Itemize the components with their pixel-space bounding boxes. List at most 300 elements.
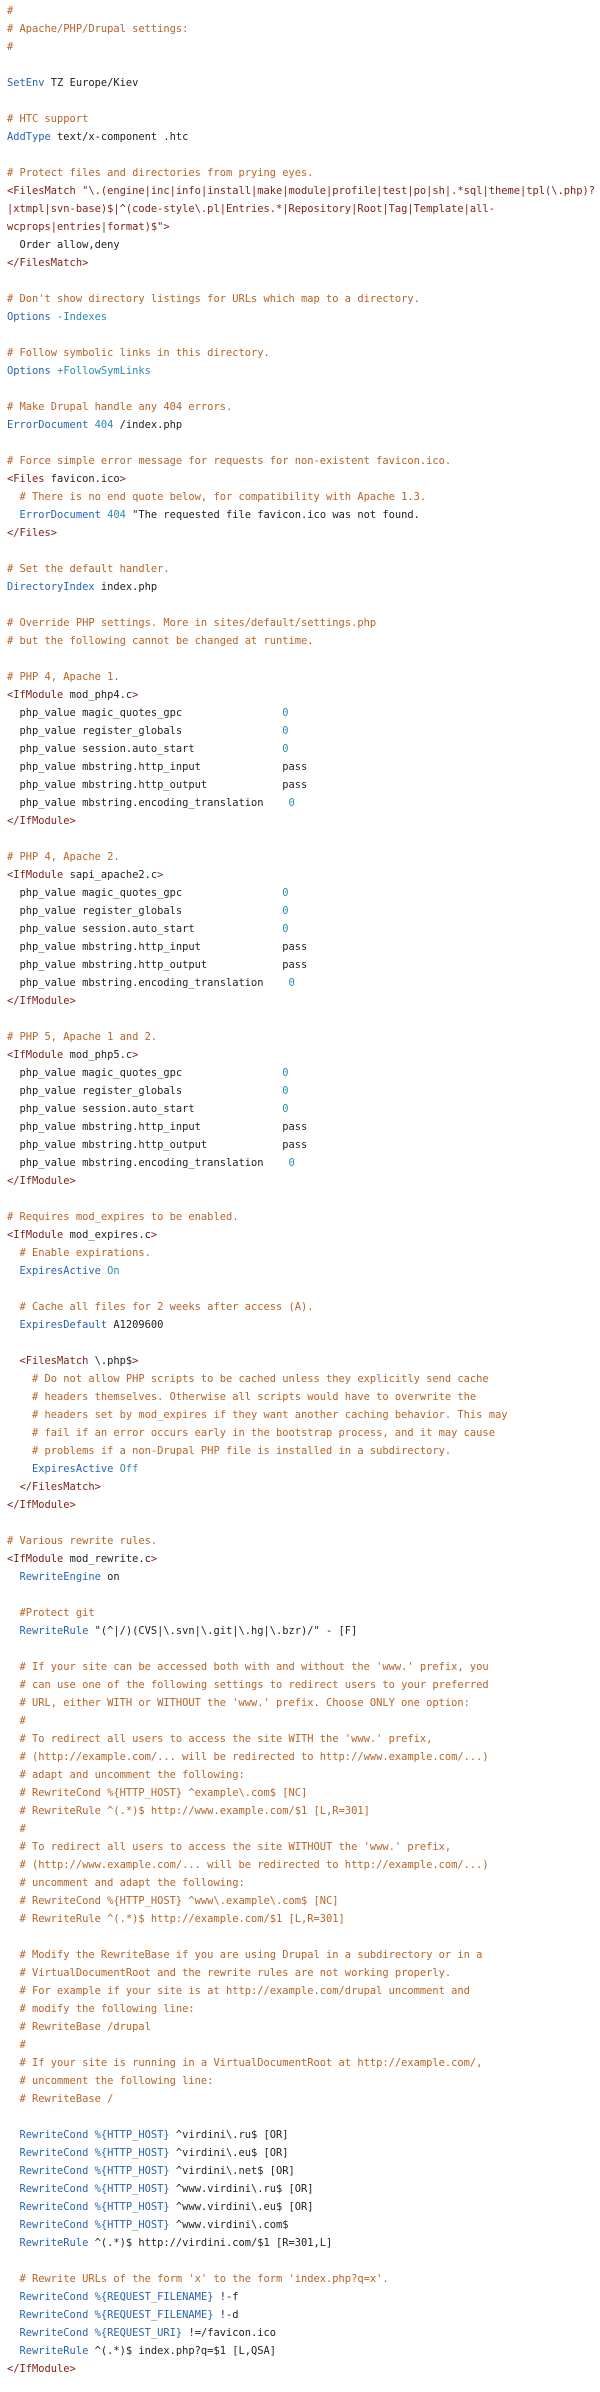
code-line <box>7 1514 600 1532</box>
code-line <box>7 110 600 128</box>
code-token: ExpiresActive <box>7 1265 101 1277</box>
code-line <box>7 272 600 290</box>
code-token: <IfModule <box>7 1553 64 1565</box>
code-token: php_value magic_quotes_gpc <box>7 707 283 719</box>
code-token: > <box>150 1229 158 1241</box>
code-token: RewriteRule <box>7 1625 89 1637</box>
code-line <box>7 1154 600 1172</box>
code-token: %{HTTP_HOST} <box>94 2147 170 2159</box>
code-token: %{REQUEST_URI} <box>94 2327 183 2339</box>
code-line <box>7 2108 600 2126</box>
code-token: php_value session.auto_start <box>7 1103 283 1115</box>
code-token: php_value mbstring.http_output pass <box>7 959 308 971</box>
code-token: <IfModule <box>7 1049 64 1061</box>
code-line <box>7 1046 600 1064</box>
code-line <box>7 182 600 200</box>
code-line <box>7 1370 600 1388</box>
code-line <box>7 1496 600 1514</box>
code-token: # PHP 5, Apache 1 and 2. <box>7 1031 158 1043</box>
code-token: \.php$ <box>88 1355 133 1367</box>
code-token: RewriteRule <box>7 2345 89 2357</box>
code-token: > <box>163 221 170 233</box>
code-token: # headers themselves. Otherwise all scripts would have to overwrite the <box>7 1391 477 1403</box>
code-token: Order allow,deny <box>7 239 120 251</box>
code-token: 0 <box>282 1085 289 1097</box>
code-token: 404 <box>94 419 114 431</box>
code-token: # Set the default handler. <box>7 563 170 575</box>
code-line <box>7 1388 600 1406</box>
code-token: !=/favicon.ico <box>182 2327 277 2339</box>
code-line <box>7 452 600 470</box>
code-token: # <box>7 41 14 53</box>
code-token: # Enable expirations. <box>7 1247 151 1259</box>
code-token: </IfModule> <box>7 995 76 1007</box>
code-token: ErrorDocument <box>7 419 89 431</box>
code-token: # RewriteCond %{HTTP_HOST} ^www\.example\.com$ [NC] <box>7 1895 339 1907</box>
code-line <box>7 560 600 578</box>
code-token: mod_php4.c <box>63 689 133 701</box>
code-token: php_value session.auto_start <box>7 743 283 755</box>
code-line <box>7 344 600 362</box>
code-token: 0 <box>288 977 295 989</box>
code-line <box>7 578 600 596</box>
code-token: </Files> <box>7 527 58 539</box>
code-line <box>7 200 600 218</box>
code-line <box>7 758 600 776</box>
code-line <box>7 1028 600 1046</box>
code-token: RewriteCond <box>7 2183 89 2195</box>
code-token: # To redirect all users to access the site WITH the 'www.' prefix, <box>7 1733 433 1745</box>
code-token: %{REQUEST_FILENAME} <box>94 2309 214 2321</box>
code-token: php_value magic_quotes_gpc <box>7 1067 283 1079</box>
code-token: 0 <box>282 707 289 719</box>
code-token: php_value mbstring.http_output pass <box>7 1139 308 1151</box>
code-token: mod_rewrite.c <box>63 1553 151 1565</box>
code-line <box>7 1172 600 1190</box>
code-token: ExpiresDefault <box>7 1319 108 1331</box>
code-token: php_value register_globals <box>7 1085 283 1097</box>
code-token: +FollowSymLinks <box>57 365 151 377</box>
code-line <box>7 1892 600 1910</box>
code-line <box>7 1910 600 1928</box>
code-line <box>7 2306 600 2324</box>
code-line <box>7 920 600 938</box>
code-token: RewriteRule <box>7 2237 89 2249</box>
code-token: 0 <box>282 923 289 935</box>
code-line <box>7 542 600 560</box>
code-token: mod_php5.c <box>63 1049 133 1061</box>
code-token: # URL, either WITH or WITHOUT the 'www.' prefix. Choose ONLY one option: <box>7 1697 470 1709</box>
code-line <box>7 794 600 812</box>
code-token: "(^|/)(CVS|\.svn|\.git|\.hg|\.bzr)/" - [F] <box>88 1625 358 1637</box>
code-token: 0 <box>282 1103 289 1115</box>
code-token: TZ Europe/Kiev <box>44 77 139 89</box>
code-line <box>7 1676 600 1694</box>
code-token: <IfModule <box>7 869 64 881</box>
code-token: 404 <box>107 509 126 521</box>
code-token: %{HTTP_HOST} <box>94 2165 170 2177</box>
code-token: RewriteCond <box>7 2291 89 2303</box>
code-line <box>7 1262 600 1280</box>
code-token: wcprops|entries|format)$" <box>7 221 164 233</box>
code-token: # VirtualDocumentRoot and the rewrite rules are not working properly. <box>7 1967 452 1979</box>
code-token: # Modify the RewriteBase if you are using Drupal in a subdirectory or in a <box>7 1949 483 1961</box>
code-token: RewriteCond <box>7 2165 89 2177</box>
code-token: RewriteCond <box>7 2201 89 2213</box>
code-token: /index.php <box>113 419 183 431</box>
code-line <box>7 1226 600 1244</box>
code-token: 0 <box>282 725 289 737</box>
code-line <box>7 488 600 506</box>
code-line <box>7 2 600 20</box>
code-line <box>7 866 600 884</box>
code-token: # (http://www.example.com/... will be redirected to http://example.com/...) <box>7 1859 489 1871</box>
code-line <box>7 416 600 434</box>
code-line <box>7 1730 600 1748</box>
code-token: sapi_apache2.c <box>63 869 158 881</box>
code-token: index.php <box>94 581 158 593</box>
code-token: ^virdini\.eu$ [OR] <box>169 2147 289 2159</box>
code-token: 0 <box>282 905 289 917</box>
code-token: 0 <box>288 797 295 809</box>
code-line <box>7 1964 600 1982</box>
code-token: # problems if a non-Drupal PHP file is installed in a subdirectory. <box>7 1445 452 1457</box>
code-line <box>7 308 600 326</box>
code-line <box>7 1784 600 1802</box>
code-token: mod_expires.c <box>63 1229 151 1241</box>
code-line <box>7 830 600 848</box>
code-token: # uncomment and adapt the following: <box>7 1877 245 1889</box>
code-token: php_value mbstring.http_input pass <box>7 1121 308 1133</box>
code-token: </FilesMatch> <box>7 257 89 269</box>
code-line <box>7 1280 600 1298</box>
code-line <box>7 1658 600 1676</box>
code-token: php_value session.auto_start <box>7 923 283 935</box>
code-line <box>7 884 600 902</box>
code-token: > <box>119 473 126 485</box>
code-token: ErrorDocument <box>7 509 101 521</box>
code-token: Off <box>119 1463 139 1475</box>
code-line <box>7 2252 600 2270</box>
code-token: php_value mbstring.encoding_translation <box>7 1157 289 1169</box>
code-line <box>7 596 600 614</box>
code-line <box>7 2036 600 2054</box>
code-line <box>7 380 600 398</box>
code-line <box>7 1748 600 1766</box>
code-token: # <box>7 2039 26 2051</box>
code-token: Options <box>7 365 51 377</box>
code-token: SetEnv <box>7 77 45 89</box>
code-line <box>7 1766 600 1784</box>
code-token: # <box>7 1715 26 1727</box>
code-line <box>7 2180 600 2198</box>
code-line <box>7 1694 600 1712</box>
code-token: </IfModule> <box>7 1499 76 1511</box>
code-token: </IfModule> <box>7 815 76 827</box>
code-line <box>7 1820 600 1838</box>
code-token: php_value mbstring.encoding_translation <box>7 977 289 989</box>
code-line <box>7 1298 600 1316</box>
code-line <box>7 1352 600 1370</box>
code-line <box>7 2324 600 2342</box>
code-token: </FilesMatch> <box>7 1481 101 1493</box>
code-token: ^(.*)$ index.php?q=$1 [L,QSA] <box>88 2345 276 2357</box>
code-line <box>7 2000 600 2018</box>
code-token: text/x-component .htc <box>50 131 189 143</box>
code-line <box>7 740 600 758</box>
code-token: # Protect files and directories from prying eyes. <box>7 167 314 179</box>
code-token: php_value magic_quotes_gpc <box>7 887 283 899</box>
code-token: # <box>7 5 14 17</box>
code-line <box>7 164 600 182</box>
code-line <box>7 2288 600 2306</box>
code-token: # adapt and uncomment the following: <box>7 1769 245 1781</box>
code-token: 0 <box>282 1067 289 1079</box>
code-line <box>7 848 600 866</box>
code-line <box>7 1928 600 1946</box>
code-token: # but the following cannot be changed at runtime. <box>7 635 314 647</box>
code-token: "\.(engine|inc|info|install|make|module|profile|test|po|sh|.*sql|theme|tpl(\.php)? <box>75 185 596 197</box>
code-token: "The requested file favicon.ico was not found. <box>125 509 420 521</box>
code-token: RewriteCond <box>7 2129 89 2141</box>
code-line <box>7 1190 600 1208</box>
code-token: # (http://example.com/... will be redirected to http://www.example.com/...) <box>7 1751 489 1763</box>
code-line <box>7 902 600 920</box>
code-token: # Various rewrite rules. <box>7 1535 158 1547</box>
code-line <box>7 614 600 632</box>
code-line <box>7 92 600 110</box>
code-token: !-f <box>213 2291 239 2303</box>
code-line <box>7 56 600 74</box>
code-line <box>7 938 600 956</box>
code-token: # Do not allow PHP scripts to be cached unless they explicitly send cache <box>7 1373 489 1385</box>
code-line <box>7 20 600 38</box>
code-token: # Override PHP settings. More in sites/default/settings.php <box>7 617 377 629</box>
code-line <box>7 2234 600 2252</box>
code-token: # Follow symbolic links in this directory. <box>7 347 270 359</box>
code-token: > <box>132 689 139 701</box>
code-token: # Requires mod_expires to be enabled. <box>7 1211 239 1223</box>
code-line <box>7 1622 600 1640</box>
code-token: # For example if your site is at http://example.com/drupal uncomment and <box>7 1985 470 1997</box>
code-token: # headers set by mod_expires if they want another caching behavior. This may <box>7 1409 508 1421</box>
code-token: # <box>7 1823 26 1835</box>
code-line <box>7 506 600 524</box>
code-token: # RewriteBase /drupal <box>7 2021 151 2033</box>
code-line <box>7 128 600 146</box>
code-line <box>7 812 600 830</box>
code-token: # Make Drupal handle any 404 errors. <box>7 401 233 413</box>
code-token: on <box>100 1571 120 1583</box>
code-line <box>7 1712 600 1730</box>
code-token: %{HTTP_HOST} <box>94 2129 170 2141</box>
code-line <box>7 2270 600 2288</box>
code-token: <Files <box>7 473 45 485</box>
code-line <box>7 1946 600 1964</box>
code-token: # HTC support <box>7 113 89 125</box>
code-line <box>7 2216 600 2234</box>
code-line <box>7 1406 600 1424</box>
code-token: !-d <box>213 2309 239 2321</box>
code-line <box>7 1568 600 1586</box>
code-token: A1209600 <box>107 1319 164 1331</box>
code-token: %{REQUEST_FILENAME} <box>94 2291 214 2303</box>
code-line <box>7 1100 600 1118</box>
code-token: ^(.*)$ http://virdini.com/$1 [R=301,L] <box>88 2237 333 2249</box>
code-token: %{HTTP_HOST} <box>94 2219 170 2231</box>
code-token: ^www.virdini\.ru$ [OR] <box>169 2183 314 2195</box>
code-token: #Protect git <box>7 1607 95 1619</box>
code-token: # Rewrite URLs of the form 'x' to the form 'index.php?q=x'. <box>7 2273 389 2285</box>
code-token: </IfModule> <box>7 2363 76 2375</box>
code-token: > <box>132 1355 139 1367</box>
code-token: # RewriteRule ^(.*)$ http://example.com/$1 [L,R=301] <box>7 1913 345 1925</box>
code-token: # fail if an error occurs early in the bootstrap process, and it may cause <box>7 1427 495 1439</box>
code-token: ^www.virdini\.com$ <box>169 2219 289 2231</box>
code-line <box>7 2144 600 2162</box>
code-line <box>7 2342 600 2360</box>
code-line <box>7 704 600 722</box>
code-token: ExpiresActive <box>7 1463 114 1475</box>
code-line <box>7 722 600 740</box>
code-token: # If your site is running in a VirtualDocumentRoot at http://example.com/, <box>7 2057 483 2069</box>
code-line <box>7 434 600 452</box>
code-token: # Don't show directory listings for URLs which map to a directory. <box>7 293 420 305</box>
code-line <box>7 776 600 794</box>
code-line <box>7 1550 600 1568</box>
code-line <box>7 2090 600 2108</box>
code-line <box>7 2360 600 2378</box>
code-token: > <box>157 869 164 881</box>
code-token: > <box>150 1553 158 1565</box>
code-line <box>7 38 600 56</box>
code-token: # There is no end quote below, for compatibility with Apache 1.3. <box>7 491 427 503</box>
code-token: php_value register_globals <box>7 725 283 737</box>
code-token: 0 <box>282 743 289 755</box>
code-token: php_value mbstring.encoding_translation <box>7 797 289 809</box>
code-token: %{HTTP_HOST} <box>94 2201 170 2213</box>
code-token: ^www.virdini\.eu$ [OR] <box>169 2201 314 2213</box>
code-token: php_value mbstring.http_input pass <box>7 761 308 773</box>
code-token: php_value register_globals <box>7 905 283 917</box>
code-line <box>7 74 600 92</box>
code-token: RewriteCond <box>7 2327 89 2339</box>
code-line <box>7 524 600 542</box>
code-token: 0 <box>282 887 289 899</box>
code-token: # Force simple error message for requests for non-existent favicon.ico. <box>7 455 452 467</box>
code-line <box>7 992 600 1010</box>
code-line <box>7 254 600 272</box>
code-line <box>7 1082 600 1100</box>
code-token: ^virdini\.ru$ [OR] <box>169 2129 289 2141</box>
code-line <box>7 1478 600 1496</box>
code-token: # can use one of the following settings to redirect users to your preferred <box>7 1679 489 1691</box>
code-line <box>7 470 600 488</box>
code-line <box>7 1982 600 2000</box>
code-token: # To redirect all users to access the site WITHOUT the 'www.' prefix, <box>7 1841 452 1853</box>
code-line <box>7 1802 600 1820</box>
code-line <box>7 1460 600 1478</box>
code-token: # PHP 4, Apache 2. <box>7 851 120 863</box>
code-token: DirectoryIndex <box>7 581 95 593</box>
code-line <box>7 146 600 164</box>
code-token: php_value mbstring.http_input pass <box>7 941 308 953</box>
code-line <box>7 290 600 308</box>
code-token: RewriteCond <box>7 2147 89 2159</box>
code-line <box>7 398 600 416</box>
code-line <box>7 1010 600 1028</box>
code-token: # Cache all files for 2 weeks after access (A). <box>7 1301 314 1313</box>
code-token: |xtmpl|svn-base)$|^(code-style\.pl|Entries.*|Repository|Root|Tag|Template|all- <box>7 203 495 215</box>
code-token: RewriteCond <box>7 2219 89 2231</box>
code-line <box>7 1334 600 1352</box>
code-token: RewriteEngine <box>7 1571 101 1583</box>
code-token: # PHP 4, Apache 1. <box>7 671 120 683</box>
code-token: Options <box>7 311 51 323</box>
code-line <box>7 1586 600 1604</box>
code-line <box>7 1532 600 1550</box>
code-token: <IfModule <box>7 689 64 701</box>
code-token: favicon.ico <box>44 473 120 485</box>
code-line <box>7 2072 600 2090</box>
code-line <box>7 1118 600 1136</box>
code-line <box>7 1316 600 1334</box>
code-line <box>7 1442 600 1460</box>
code-line <box>7 1208 600 1226</box>
code-token: > <box>132 1049 139 1061</box>
code-line <box>7 1838 600 1856</box>
code-line <box>7 1136 600 1154</box>
code-token: # If your site can be accessed both with and without the 'www.' prefix, you <box>7 1661 489 1673</box>
code-line <box>7 956 600 974</box>
code-token: </IfModule> <box>7 1175 76 1187</box>
code-line <box>7 2162 600 2180</box>
code-line <box>7 2018 600 2036</box>
code-line <box>7 2126 600 2144</box>
code-line <box>7 2198 600 2216</box>
code-token: # RewriteBase / <box>7 2093 114 2105</box>
code-token: RewriteCond <box>7 2309 89 2321</box>
code-token: ^virdini\.net$ [OR] <box>169 2165 295 2177</box>
code-line <box>7 650 600 668</box>
code-line <box>7 1424 600 1442</box>
code-token: -Indexes <box>57 311 108 323</box>
code-line <box>7 974 600 992</box>
code-line <box>7 632 600 650</box>
code-token: %{HTTP_HOST} <box>94 2183 170 2195</box>
code-line <box>7 686 600 704</box>
code-token: <FilesMatch <box>7 1355 89 1367</box>
code-line <box>7 668 600 686</box>
code-line <box>7 2054 600 2072</box>
code-token: # uncomment the following line: <box>7 2075 214 2087</box>
code-token: # modify the following line: <box>7 2003 195 2015</box>
code-token: <FilesMatch <box>7 185 76 197</box>
code-token: php_value mbstring.http_output pass <box>7 779 308 791</box>
code-token: <IfModule <box>7 1229 64 1241</box>
code-line <box>7 326 600 344</box>
code-line <box>7 218 600 236</box>
code-token: # Apache/PHP/Drupal settings: <box>7 23 189 35</box>
code-line <box>7 1604 600 1622</box>
code-line <box>7 362 600 380</box>
code-line <box>7 1640 600 1658</box>
code-line <box>7 236 600 254</box>
code-line <box>7 1856 600 1874</box>
code-token: # RewriteRule ^(.*)$ http://www.example.com/$1 [L,R=301] <box>7 1805 370 1817</box>
code-token: On <box>107 1265 120 1277</box>
code-line <box>7 1064 600 1082</box>
